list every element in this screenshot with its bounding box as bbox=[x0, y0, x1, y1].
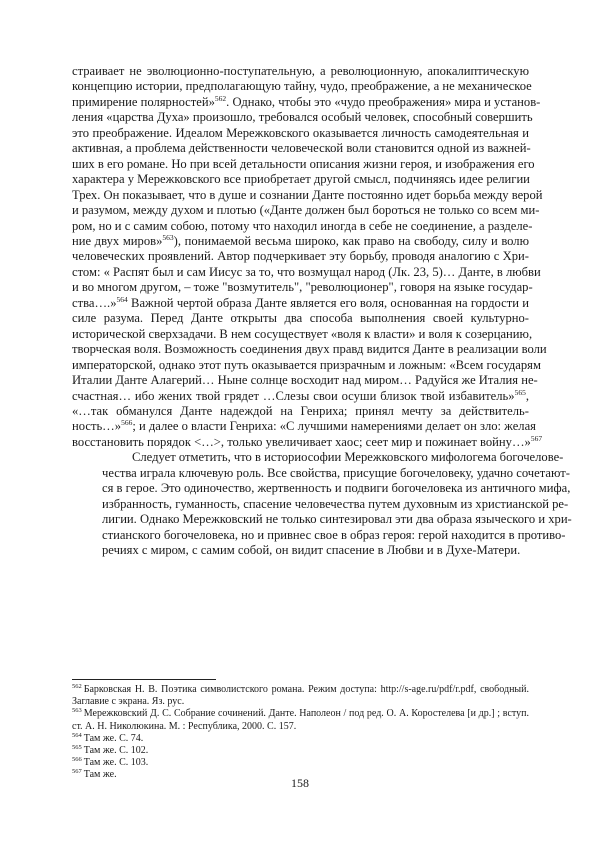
footnote-text: Мережковский Д. С. Собрание сочинений. Данте. Наполеон / под ред. О. А. Коростелева [и др.] ; вступ. ст. А. Н. Николюкина. М. : Республика, 2000. С. 157. bbox=[72, 708, 529, 732]
footnote-separator bbox=[72, 679, 216, 680]
footnote bbox=[72, 757, 529, 769]
text-line: лигии. Однако Мережковский не только синтезировал эти два образа языческого и хри- bbox=[102, 512, 572, 527]
text-line: и разумом, между духом и плотью («Данте должен был бороться не только со всем ми- bbox=[72, 203, 540, 218]
text-line: Следует отметить, что в историософии Мережковского мифологема богочелове- bbox=[132, 450, 564, 465]
text-line: ления «царства Духа» произошло, требовался особый человек, способный совершить bbox=[72, 110, 533, 125]
text-line: Италии Данте Алагерий… Ныне солнце восходит над миром… Радуйся же Италия не- bbox=[72, 373, 538, 388]
footnote-number: 567 bbox=[72, 768, 82, 776]
text-line: примирение полярностей»$^{562}$. Однако, чтобы это «чудо преображения» мира и установ- bbox=[72, 93, 541, 109]
text-line: Трех. Он показывает, что в душе и сознании Данте постоянно идет борьба между верой bbox=[72, 187, 543, 202]
text-line: концепцию истории, предполагающую тайну, чудо, преображение, а не механическое bbox=[72, 79, 532, 94]
footnote-text: Там же. С. 102. bbox=[83, 745, 149, 757]
text-line: стом: « Распят был и сам Иисус за то, что возмущал народ (Лк. 23, 5)… Данте, в любви bbox=[72, 264, 541, 279]
text-line: стианского богочеловека, но и привнес свое в образ героя: герой находится в противо- bbox=[102, 527, 566, 542]
footnote-ref[interactable]: 565 bbox=[514, 387, 526, 397]
footnote bbox=[72, 733, 529, 745]
document-page bbox=[72, 64, 572, 559]
text-line: силе разума. Перед Данте открыты два способа выполнения своей культурно- bbox=[72, 311, 529, 326]
footnote-number: 566 bbox=[72, 756, 82, 764]
footnote-number: 562 bbox=[72, 683, 82, 690]
text-line: ся в герое. Это одиночество, жертвенность и подвиги богочеловека из античного мифа, bbox=[102, 481, 571, 496]
text-line: и во многом другом, – тоже "возмутитель", "революционер", говоря на языке государ- bbox=[72, 280, 533, 295]
text-line: творческая воля. Возможность соединения двух правд видится Данте в реализации воли bbox=[72, 342, 547, 357]
footnote-number: 564 bbox=[72, 731, 82, 739]
footnote bbox=[72, 745, 529, 757]
paragraph bbox=[72, 64, 547, 450]
footnote-text: Там же. С. 74. bbox=[83, 732, 144, 744]
text-line: это преображение. Идеалом Мережковского оказывается личность самодеятельная и bbox=[72, 125, 529, 140]
footnote bbox=[72, 708, 529, 732]
text-line: восстановить порядок <…>, только увеличивает хаос; сеет мир и пожинает войну…»$^{567}$ bbox=[72, 433, 543, 449]
text-line: ших в его романе. Но при всей детальности описания жизни героя, и изображения его bbox=[72, 156, 535, 171]
footnote-number: 563 bbox=[72, 707, 82, 715]
text-line: счастная… ибо жених твой грядет …Слезы свои осуши близок твой избавитель»$^{565}$, bbox=[72, 387, 529, 403]
footnote-text: Барковская Н. В. Поэтика символистского романа. Режим доступа: http://s-age.ru/pdf/r.pdf, свободный. Заглавие с экрана. Яз. рус. bbox=[72, 684, 529, 708]
paragraph bbox=[72, 450, 572, 558]
text-line: избранность, гуманность, спасение человечества путем духовным из христианской ре- bbox=[102, 496, 569, 511]
page-number: 158 bbox=[291, 776, 309, 790]
body-text bbox=[72, 64, 572, 559]
footnote bbox=[72, 684, 529, 708]
text-line: активная, а проблема действенности человеческой воли становится одной из важней- bbox=[72, 141, 531, 156]
footnote-text: Там же. С. 103. bbox=[83, 757, 149, 769]
text-line: исторической сверхзадачи. В нем сосуществует «воля к власти» и воля к созерцанию, bbox=[72, 326, 533, 341]
footnote-number: 565 bbox=[72, 744, 82, 752]
footnotes bbox=[72, 684, 529, 782]
text-line: императорской, однако этот путь оказывается призрачным и ложным: «Всем государям bbox=[72, 357, 541, 372]
footnote-ref[interactable]: 566 bbox=[121, 418, 133, 428]
text-line: ние двух миров»$^{563}$), понимаемой весьма широко, как право на свободу, силу и волю bbox=[72, 232, 529, 248]
text-line: человеческих проявлений. Автор подчеркивает эту борьбу, проводя аналогию с Хри- bbox=[72, 249, 529, 264]
text-line: страивает не эволюционно-поступательную, а революционную, апокалиптическую bbox=[72, 64, 529, 78]
text-line: ства….»$^{564}$ Важной чертой образа Данте является его воля, основанная на гордости и bbox=[72, 294, 529, 310]
text-line: речиях с миром, с самим собой, он видит спасение в Любви и в Духе-Матери. bbox=[102, 543, 521, 558]
text-line: ром, но и с самим собою, потому что находил иногда в себе не соединение, а разделе- bbox=[72, 218, 533, 233]
footnote-ref[interactable]: 567 bbox=[530, 433, 543, 443]
footnote-ref[interactable]: 563 bbox=[162, 232, 174, 242]
text-line: чества играла ключевую роль. Все свойства, присущие богочеловеку, удачно сочетают- bbox=[102, 465, 570, 480]
text-line: ность…»$^{566}$; и далее о власти Генриха: «С лучшими намерениями делает он зло: желая bbox=[72, 418, 536, 434]
text-line: характера у Мережковского все приобретает другой смысл, подчиняясь идее религии bbox=[72, 172, 530, 187]
footnote-text: Там же. bbox=[83, 769, 117, 781]
footnote-ref[interactable]: 562 bbox=[214, 93, 227, 103]
footnote-ref[interactable]: 564 bbox=[116, 294, 128, 304]
text-line: «…так обманулся Данте надеждой на Генриха; принял мечту за действитель- bbox=[72, 403, 529, 418]
